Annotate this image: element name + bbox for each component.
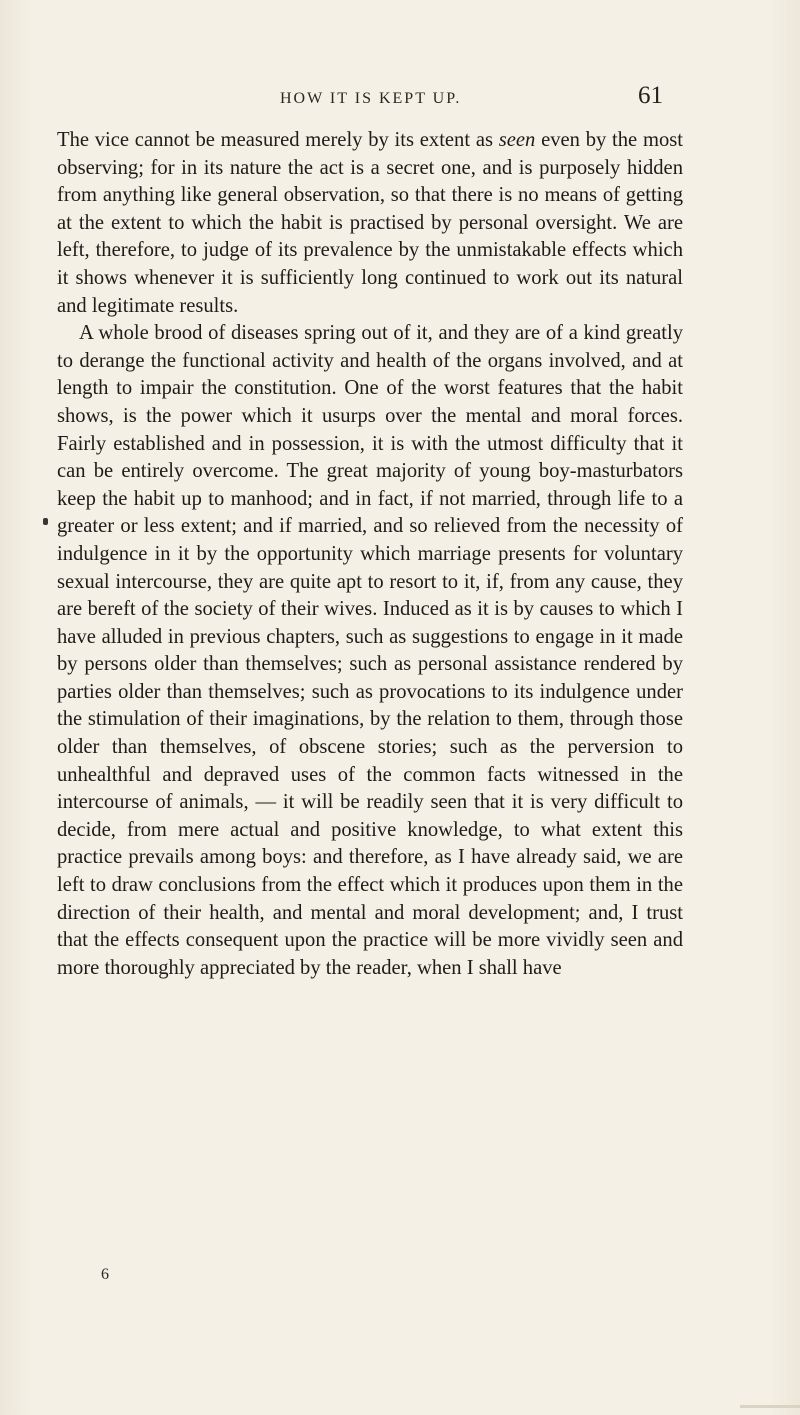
paragraph-1 [57, 127, 683, 320]
running-title: HOW IT IS KEPT UP. [280, 90, 462, 107]
body-text [57, 127, 683, 982]
page-number: 61 [638, 82, 663, 109]
signature-mark: 6 [101, 1266, 109, 1283]
paragraph-2: A whole brood of diseases spring out of it, and they are of a kind greatly to derange the functional activity and health of the organs involved, and at length to impair the constitution. One of the worst features that the habit shows, is the power which it usurps over the mental and moral forces. Fairly established and in possession, it is with the utmost difficulty that it can be entirely overcome. The great majority of young boy-masturbators keep the habit up to manhood; and in fact, if not married, through life to a greater or less extent; and if married, and so relieved from the necessity of indulgence in it by the opportunity which marriage presents for voluntary sexual intercourse, they are quite apt to resort to it, if, from any cause, they are bereft of the society of their wives. Induced as it is by causes to which I have alluded in previous chapters, such as suggestions to engage in it made by persons older than themselves; such as personal assistance rendered by parties older than themselves; such as provocations to its indulgence under the stimulation of their imaginations, by the relation to them, through those older than themselves, of obscene stories; such as the perversion to unhealthful and depraved uses of the common facts witnessed in the intercourse of animals, — it will be readily seen that it is very difficult to decide, from mere actual and positive knowledge, to what extent this practice prevails among boys: and therefore, as I have already said, we are left to draw conclusions from the effect which it produces upon them in the direction of their health, and mental and moral development; and, I trust that the effects consequent upon the practice will be more vividly seen and more thoroughly appreciated by the reader, when I shall have [57, 322, 683, 979]
italic-word: seen [498, 129, 536, 151]
margin-ink-mark [43, 518, 48, 525]
paragraph-1-rest: even by the most observing; for in its nature the act is a secret one, and is purposely hidden from anything like general observation, so that there is no means of getting at the extent to which the habit is practised by personal oversight. We are left, therefore, to judge of its prevalence by the unmistakable effects which it shows whenever it is sufficiently long continued to work out its natural and legitimate results. [57, 129, 683, 317]
paragraph-1-lead: The vice cannot be measured merely by its extent as [57, 129, 499, 151]
page-edge-line [740, 1405, 800, 1408]
running-head [0, 82, 800, 118]
